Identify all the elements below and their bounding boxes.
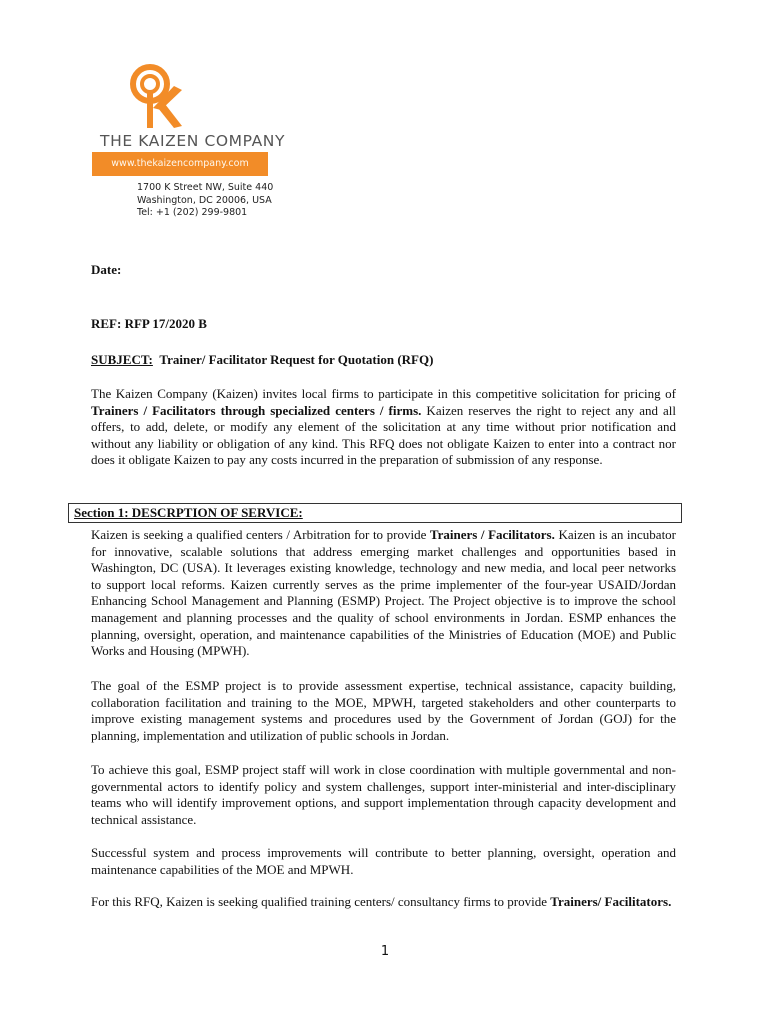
website-link[interactable]: www.thekaizencompany.com (111, 158, 249, 169)
section-1-paragraph-3: To achieve this goal, ESMP project staff will work in close coordination with multiple governmental and non-governmental actors to identify policy and system challenges, support inter-ministerial and inter-disciplinary teams who will identify improvement options, and support implementation through capacity development and technical assistance. (91, 762, 676, 827)
intro-emphasis: Trainers / Facilitators through specialized centers / firms. (91, 402, 422, 418)
page-number: 1 (380, 944, 390, 959)
section-1-paragraph-5: For this RFQ, Kaizen is seeking qualified training centers/ consultancy firms to provide Trainers/ Facilitators. (91, 894, 672, 909)
address-line: 1700 K Street NW, Suite 440 (137, 182, 274, 193)
section-1-heading-box (68, 503, 682, 523)
subject-text: Trainer/ Facilitator Request for Quotation (RFQ) (159, 352, 434, 367)
section-1-paragraph-2: The goal of the ESMP project is to provide assessment expertise, technical assistance, capacity building, collaboration facilitation and training to the MOE, MPWH, targeted stakeholders and other counterparts to improve existing management systems and procedures used by the Government of Jordan (GOJ) for the planning, implementation and utilization of public schools in Jordan. (91, 678, 676, 743)
date-label: Date: (91, 262, 122, 277)
section-1-paragraph-4: Successful system and process improvements will contribute to better planning, oversight, operation and maintenance capabilities of the MOE and MPWH. (91, 845, 676, 877)
address-line: Washington, DC 20006, USA (137, 194, 272, 206)
section-1-title: Section 1: DESCRPTION OF SERVICE: (74, 505, 303, 520)
reference-line: REF: RFP 17/2020 B (91, 316, 207, 331)
trainers-emphasis: Trainers/ Facilitators. (550, 894, 672, 909)
address-line: Tel: +1 (202) 299-9801 (137, 207, 248, 218)
intro-paragraph: The Kaizen Company (Kaizen) invites local firms to participate in this competitive solicitation for pricing of Trainers / Facilitators through specialized centers / firms. Kaizen reserves the right to reject any and all offers, to add, delete, or modify any element of the solicitation at any time without prior notification and without any liability or obligation of any kind. This RFQ does not obligate Kaizen to enter into a contract nor does it obligate Kaizen to pay any costs incurred in the preparation of submission of any response. (91, 386, 676, 468)
letterhead (0, 0, 770, 240)
trainers-emphasis: Trainers / Facilitators. (429, 527, 555, 542)
section-1-paragraph-1: Kaizen is seeking a qualified centers / Arbitration for to provide Trainers / Facilitators. Kaizen is an incubator for innovative, scalable solutions that address emerging market challenges and opportunities based in Washington, DC (USA). It leverages existing knowledge, technology and new media, and local peer networks to support local reforms. Kaizen currently serves as the prime implementer of the four-year USAID/Jordan Enhancing School Management and Planning (ESMP) Project. The Project objective is to improve the school management and planning processes and the quality of school environments in Jordan. ESMP enhances the planning, oversight, operation, and maintenance capabilities of the Ministries of Education (MOE) and Public Works and Housing (MPWH). (91, 527, 677, 659)
subject-line (91, 352, 433, 369)
subject-label: SUBJECT: (91, 352, 153, 367)
company-address (137, 182, 273, 220)
kaizen-logo-icon (128, 64, 188, 130)
company-name: THE KAIZEN COMPANY (100, 132, 286, 150)
website-bar (92, 152, 268, 176)
